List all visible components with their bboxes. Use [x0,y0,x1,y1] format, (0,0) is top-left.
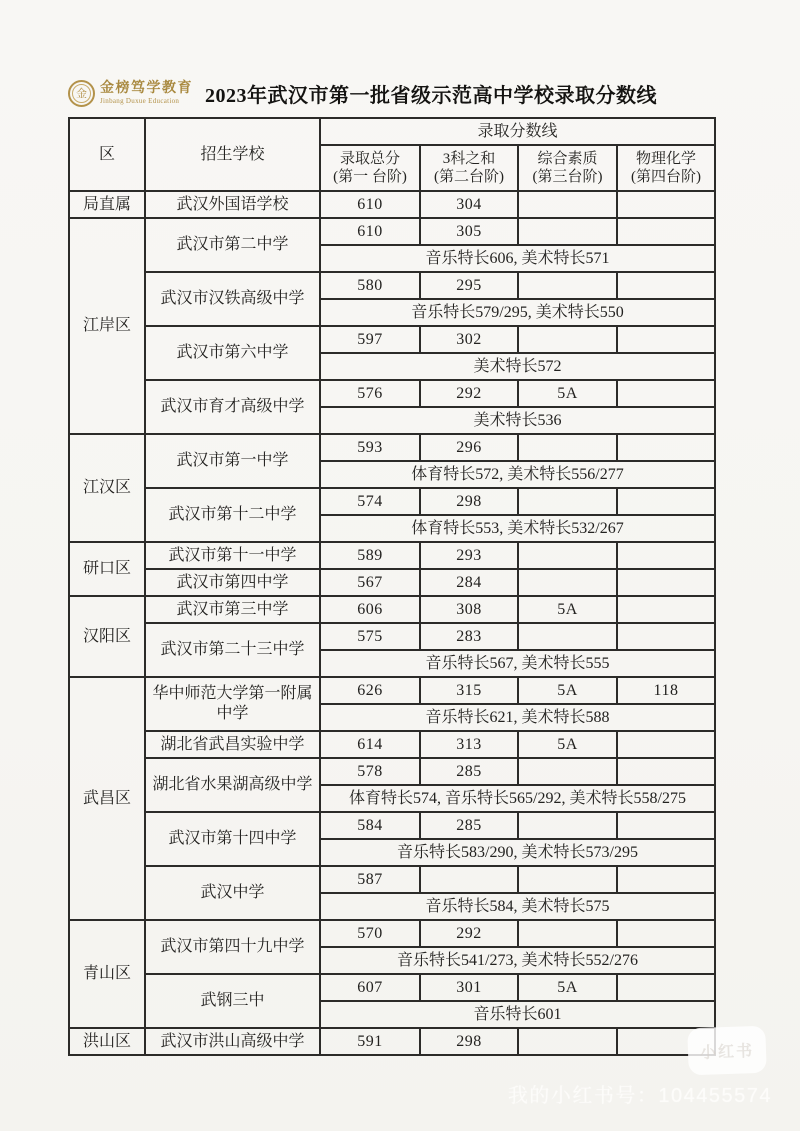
col-header-comprehensive-line1: 综合素质 [537,150,598,167]
district-cell: 汉阳区 [69,596,145,677]
special-talent-cell: 美术特长536 [320,407,715,434]
col-header-total-score-line2: (第一 台阶) [333,169,407,185]
school-cell: 武汉市第一中学 [145,434,320,488]
score-cell [518,542,617,569]
col-header-scoreline-group: 录取分数线 [320,118,715,145]
district-cell: 青山区 [69,920,145,1028]
school-cell: 武汉中学 [145,866,320,920]
school-cell: 武汉市第十一中学 [145,542,320,569]
score-cell [518,866,617,893]
special-talent-cell: 美术特长572 [320,353,715,380]
score-cell: 606 [320,596,420,623]
col-header-total-score-line1: 录取总分 [339,150,400,167]
school-cell: 武汉市第六中学 [145,326,320,380]
jinbang-logo-emblem-icon: 金 [68,80,95,107]
table-row [69,542,715,569]
score-cell: 305 [420,218,518,245]
table-row [69,623,715,650]
score-cell: 295 [420,272,518,299]
table-body [69,191,715,1055]
table-row [69,812,715,839]
district-cell: 武昌区 [69,677,145,920]
score-cell [518,569,617,596]
special-talent-cell: 音乐特长601 [320,1001,715,1028]
score-cell [617,623,715,650]
score-cell [617,434,715,461]
logo-name-cn: 金榜笃学教育 [100,81,193,97]
score-cell: 610 [320,218,420,245]
xiaohongshu-account-watermark: 我的小红书号：104455574 [507,1085,772,1107]
table-row [69,380,715,407]
score-cell [617,272,715,299]
score-cell: 301 [420,974,518,1001]
score-cell: 593 [320,434,420,461]
score-cell: 283 [420,623,518,650]
district-cell: 研口区 [69,542,145,596]
table-row [69,677,715,704]
school-cell: 武汉市第四十九中学 [145,920,320,974]
school-cell: 湖北省水果湖高级中学 [145,758,320,812]
col-header-district: 区 [69,118,145,191]
table-row [69,920,715,947]
xiaohongshu-logo-text: 小红书 [699,1043,755,1062]
col-header-school: 招生学校 [145,118,320,191]
score-cell: 614 [320,731,420,758]
special-talent-cell: 体育特长572, 美术特长556/277 [320,461,715,488]
special-talent-cell: 音乐特长621, 美术特长588 [320,704,715,731]
score-cell: 302 [420,326,518,353]
score-cell: 285 [420,758,518,785]
table-row [69,191,715,218]
score-cell: 285 [420,812,518,839]
school-cell: 武汉市育才高级中学 [145,380,320,434]
score-cell [617,326,715,353]
table-row [69,596,715,623]
special-talent-cell: 体育特长553, 美术特长532/267 [320,515,715,542]
col-header-comprehensive [518,145,617,191]
school-cell: 武汉市洪山高级中学 [145,1028,320,1055]
score-cell: 580 [320,272,420,299]
district-cell: 江汉区 [69,434,145,542]
col-header-three-subjects [420,145,518,191]
score-cell: 284 [420,569,518,596]
page-title: 2023年武汉市第一批省级示范高中学校录取分数线 [205,84,657,107]
table-row [69,1028,715,1055]
table-row [69,218,715,245]
logo-name-en: Jinbang Duxue Education [100,96,180,105]
table-row [69,272,715,299]
score-cell [617,569,715,596]
score-cell: 298 [420,1028,518,1055]
score-cell: 578 [320,758,420,785]
jinbang-logo-text [100,81,193,105]
score-cell: 5A [518,596,617,623]
col-header-physics-chemistry [617,145,715,191]
score-table [68,117,716,1056]
table-row [69,488,715,515]
score-cell [518,191,617,218]
score-cell: 5A [518,677,617,704]
score-cell [518,488,617,515]
score-cell: 292 [420,380,518,407]
score-cell [617,596,715,623]
score-cell: 597 [320,326,420,353]
special-talent-cell: 音乐特长541/273, 美术特长552/276 [320,947,715,974]
special-talent-cell: 音乐特长579/295, 美术特长550 [320,299,715,326]
special-talent-cell: 体育特长574, 音乐特长565/292, 美术特长558/275 [320,785,715,812]
score-cell [518,1028,617,1055]
score-cell: 298 [420,488,518,515]
district-cell: 江岸区 [69,218,145,434]
table-row [69,569,715,596]
school-cell: 华中师范大学第一附属中学 [145,677,320,731]
score-cell: 589 [320,542,420,569]
score-cell: 607 [320,974,420,1001]
score-cell: 5A [518,380,617,407]
score-cell: 570 [320,920,420,947]
score-cell [518,434,617,461]
score-cell: 292 [420,920,518,947]
col-header-physics-chemistry-line1: 物理化学 [636,150,697,167]
score-cell [617,974,715,1001]
score-cell [617,920,715,947]
score-cell: 610 [320,191,420,218]
col-header-total-score [320,145,420,191]
score-cell: 293 [420,542,518,569]
score-cell [420,866,518,893]
jinbang-logo [68,80,193,107]
score-cell [518,812,617,839]
col-header-three-subjects-line1: 3科之和 [442,150,496,167]
school-cell: 武汉市第二十三中学 [145,623,320,677]
score-cell: 308 [420,596,518,623]
school-cell: 武汉市第二中学 [145,218,320,272]
school-cell: 武汉市第三中学 [145,596,320,623]
score-cell [617,542,715,569]
table-row [69,731,715,758]
xiaohongshu-logo-watermark [687,1026,767,1076]
score-cell [518,326,617,353]
score-cell: 576 [320,380,420,407]
score-cell: 5A [518,731,617,758]
score-cell: 296 [420,434,518,461]
score-cell: 304 [420,191,518,218]
school-cell: 武汉市第四中学 [145,569,320,596]
col-header-comprehensive-line2: (第三台阶) [532,169,603,185]
school-cell: 湖北省武昌实验中学 [145,731,320,758]
score-cell [617,731,715,758]
header-row-group [69,118,715,145]
score-cell [617,812,715,839]
score-cell [518,218,617,245]
score-cell: 584 [320,812,420,839]
table-row [69,326,715,353]
score-cell [617,758,715,785]
score-cell: 118 [617,677,715,704]
score-cell: 591 [320,1028,420,1055]
special-talent-cell: 音乐特长583/290, 美术特长573/295 [320,839,715,866]
table-row [69,866,715,893]
special-talent-cell: 音乐特长567, 美术特长555 [320,650,715,677]
school-cell: 武汉市第十四中学 [145,812,320,866]
score-cell: 5A [518,974,617,1001]
score-cell: 315 [420,677,518,704]
score-cell: 567 [320,569,420,596]
table-row [69,434,715,461]
score-cell [617,488,715,515]
score-cell [617,191,715,218]
district-cell: 洪山区 [69,1028,145,1055]
special-talent-cell: 音乐特长606, 美术特长571 [320,245,715,272]
score-cell [617,866,715,893]
score-cell [617,218,715,245]
special-talent-cell: 音乐特长584, 美术特长575 [320,893,715,920]
school-cell: 武汉市第十二中学 [145,488,320,542]
school-cell: 武汉外国语学校 [145,191,320,218]
district-cell: 局直属 [69,191,145,218]
score-cell: 587 [320,866,420,893]
table-row [69,758,715,785]
score-cell: 574 [320,488,420,515]
school-cell: 武钢三中 [145,974,320,1028]
score-cell [617,380,715,407]
score-cell: 575 [320,623,420,650]
score-cell [518,920,617,947]
score-cell [518,623,617,650]
score-cell [518,272,617,299]
table-row [69,974,715,1001]
school-cell: 武汉市汉铁高级中学 [145,272,320,326]
col-header-physics-chemistry-line2: (第四台阶) [631,169,701,185]
score-cell: 313 [420,731,518,758]
page-header [68,72,728,114]
score-cell: 626 [320,677,420,704]
score-cell [518,758,617,785]
col-header-three-subjects-line2: (第二台阶) [434,169,504,185]
